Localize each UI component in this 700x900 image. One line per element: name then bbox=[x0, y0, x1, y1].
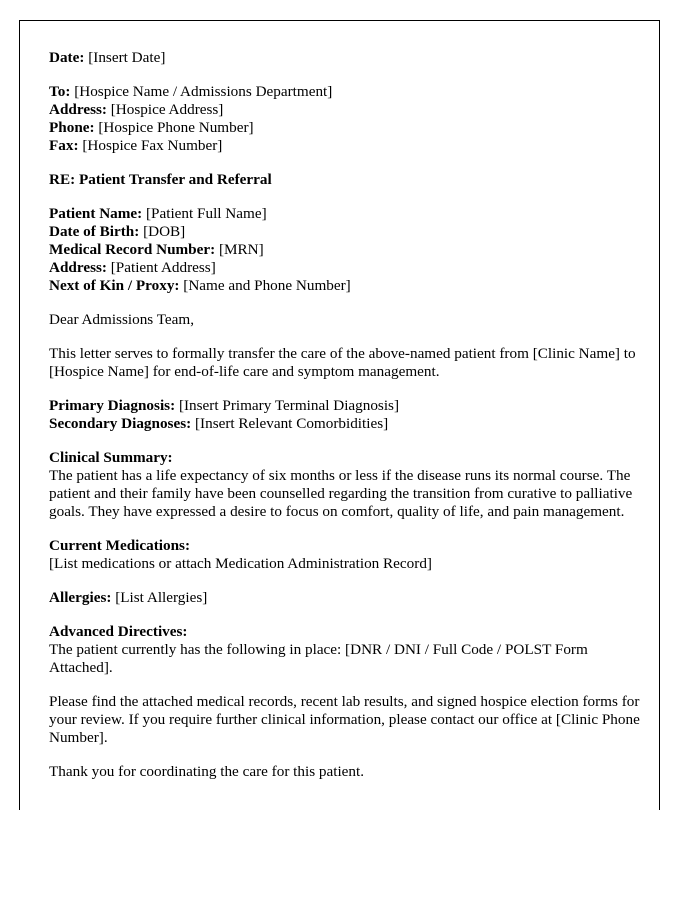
date-label: Date: bbox=[49, 49, 85, 66]
clinical-summary-heading: Clinical Summary: bbox=[49, 449, 173, 466]
secondary-diagnosis-value: [Insert Relevant Comorbidities] bbox=[194, 415, 389, 432]
directives-heading: Advanced Directives: bbox=[49, 623, 188, 640]
kin-value: [Name and Phone Number] bbox=[183, 277, 351, 294]
date-block bbox=[49, 49, 641, 67]
allergies-label: Allergies: bbox=[49, 589, 112, 606]
recipient-fax-label: Fax: bbox=[49, 137, 79, 154]
recipient-block bbox=[49, 83, 641, 155]
intro-paragraph bbox=[49, 345, 641, 381]
clinical-summary-block bbox=[49, 449, 641, 521]
mrn-label: Medical Record Number: bbox=[49, 241, 216, 258]
patient-address-value: [Patient Address] bbox=[110, 259, 216, 276]
salutation bbox=[49, 311, 641, 329]
thanks-text: Thank you for coordinating the care for this patient. bbox=[49, 763, 365, 780]
dob-value: [DOB] bbox=[143, 223, 186, 240]
letter-body bbox=[49, 49, 641, 797]
patient-name-value: [Patient Full Name] bbox=[146, 205, 267, 222]
recipient-phone-label: Phone: bbox=[49, 119, 95, 136]
patient-name-label: Patient Name: bbox=[49, 205, 143, 222]
recipient-address-label: Address: bbox=[49, 101, 107, 118]
to-value: [Hospice Name / Admissions Department] bbox=[74, 83, 333, 100]
patient-block bbox=[49, 205, 641, 295]
kin-label: Next of Kin / Proxy: bbox=[49, 277, 180, 294]
closing-paragraph bbox=[49, 693, 641, 747]
mrn-value: [MRN] bbox=[218, 241, 264, 258]
medications-block bbox=[49, 537, 641, 573]
to-label: To: bbox=[49, 83, 71, 100]
allergies-block bbox=[49, 589, 641, 607]
secondary-diagnosis-label: Secondary Diagnoses: bbox=[49, 415, 192, 432]
salutation-text: Dear Admissions Team, bbox=[49, 311, 195, 328]
diagnosis-block bbox=[49, 397, 641, 433]
directives-text: The patient currently has the following in place: [DNR / DNI / Full Code / POLST Form Attached]. bbox=[49, 641, 588, 676]
thanks-line bbox=[49, 763, 641, 781]
recipient-address-value: [Hospice Address] bbox=[110, 101, 224, 118]
medications-text: [List medications or attach Medication Administration Record] bbox=[49, 555, 432, 572]
directives-block bbox=[49, 623, 641, 677]
allergies-value: [List Allergies] bbox=[115, 589, 208, 606]
dob-label: Date of Birth: bbox=[49, 223, 140, 240]
intro-text: This letter serves to formally transfer the care of the above-named patient from [Clinic Name] to [Hospice Name] for end-of-life care and symptom management. bbox=[49, 345, 636, 380]
subject-block bbox=[49, 171, 641, 189]
primary-diagnosis-value: [Insert Primary Terminal Diagnosis] bbox=[178, 397, 400, 414]
subject-line: RE: Patient Transfer and Referral bbox=[49, 171, 272, 188]
closing-text: Please find the attached medical records, recent lab results, and signed hospice election forms for your review. If you require further clinical information, please contact our office at [Clinic Phone Number]. bbox=[49, 693, 640, 746]
clinical-summary-text: The patient has a life expectancy of six months or less if the disease runs its normal course. The patient and their family have been counselled regarding the transition from curative to palliative goals. They have expressed a desire to focus on comfort, quality of life, and pain management. bbox=[49, 467, 633, 520]
patient-address-label: Address: bbox=[49, 259, 107, 276]
date-value: [Insert Date] bbox=[88, 49, 166, 66]
medications-heading: Current Medications: bbox=[49, 537, 191, 554]
recipient-phone-value: [Hospice Phone Number] bbox=[98, 119, 254, 136]
letter-page bbox=[19, 20, 660, 810]
primary-diagnosis-label: Primary Diagnosis: bbox=[49, 397, 176, 414]
recipient-fax-value: [Hospice Fax Number] bbox=[82, 137, 223, 154]
